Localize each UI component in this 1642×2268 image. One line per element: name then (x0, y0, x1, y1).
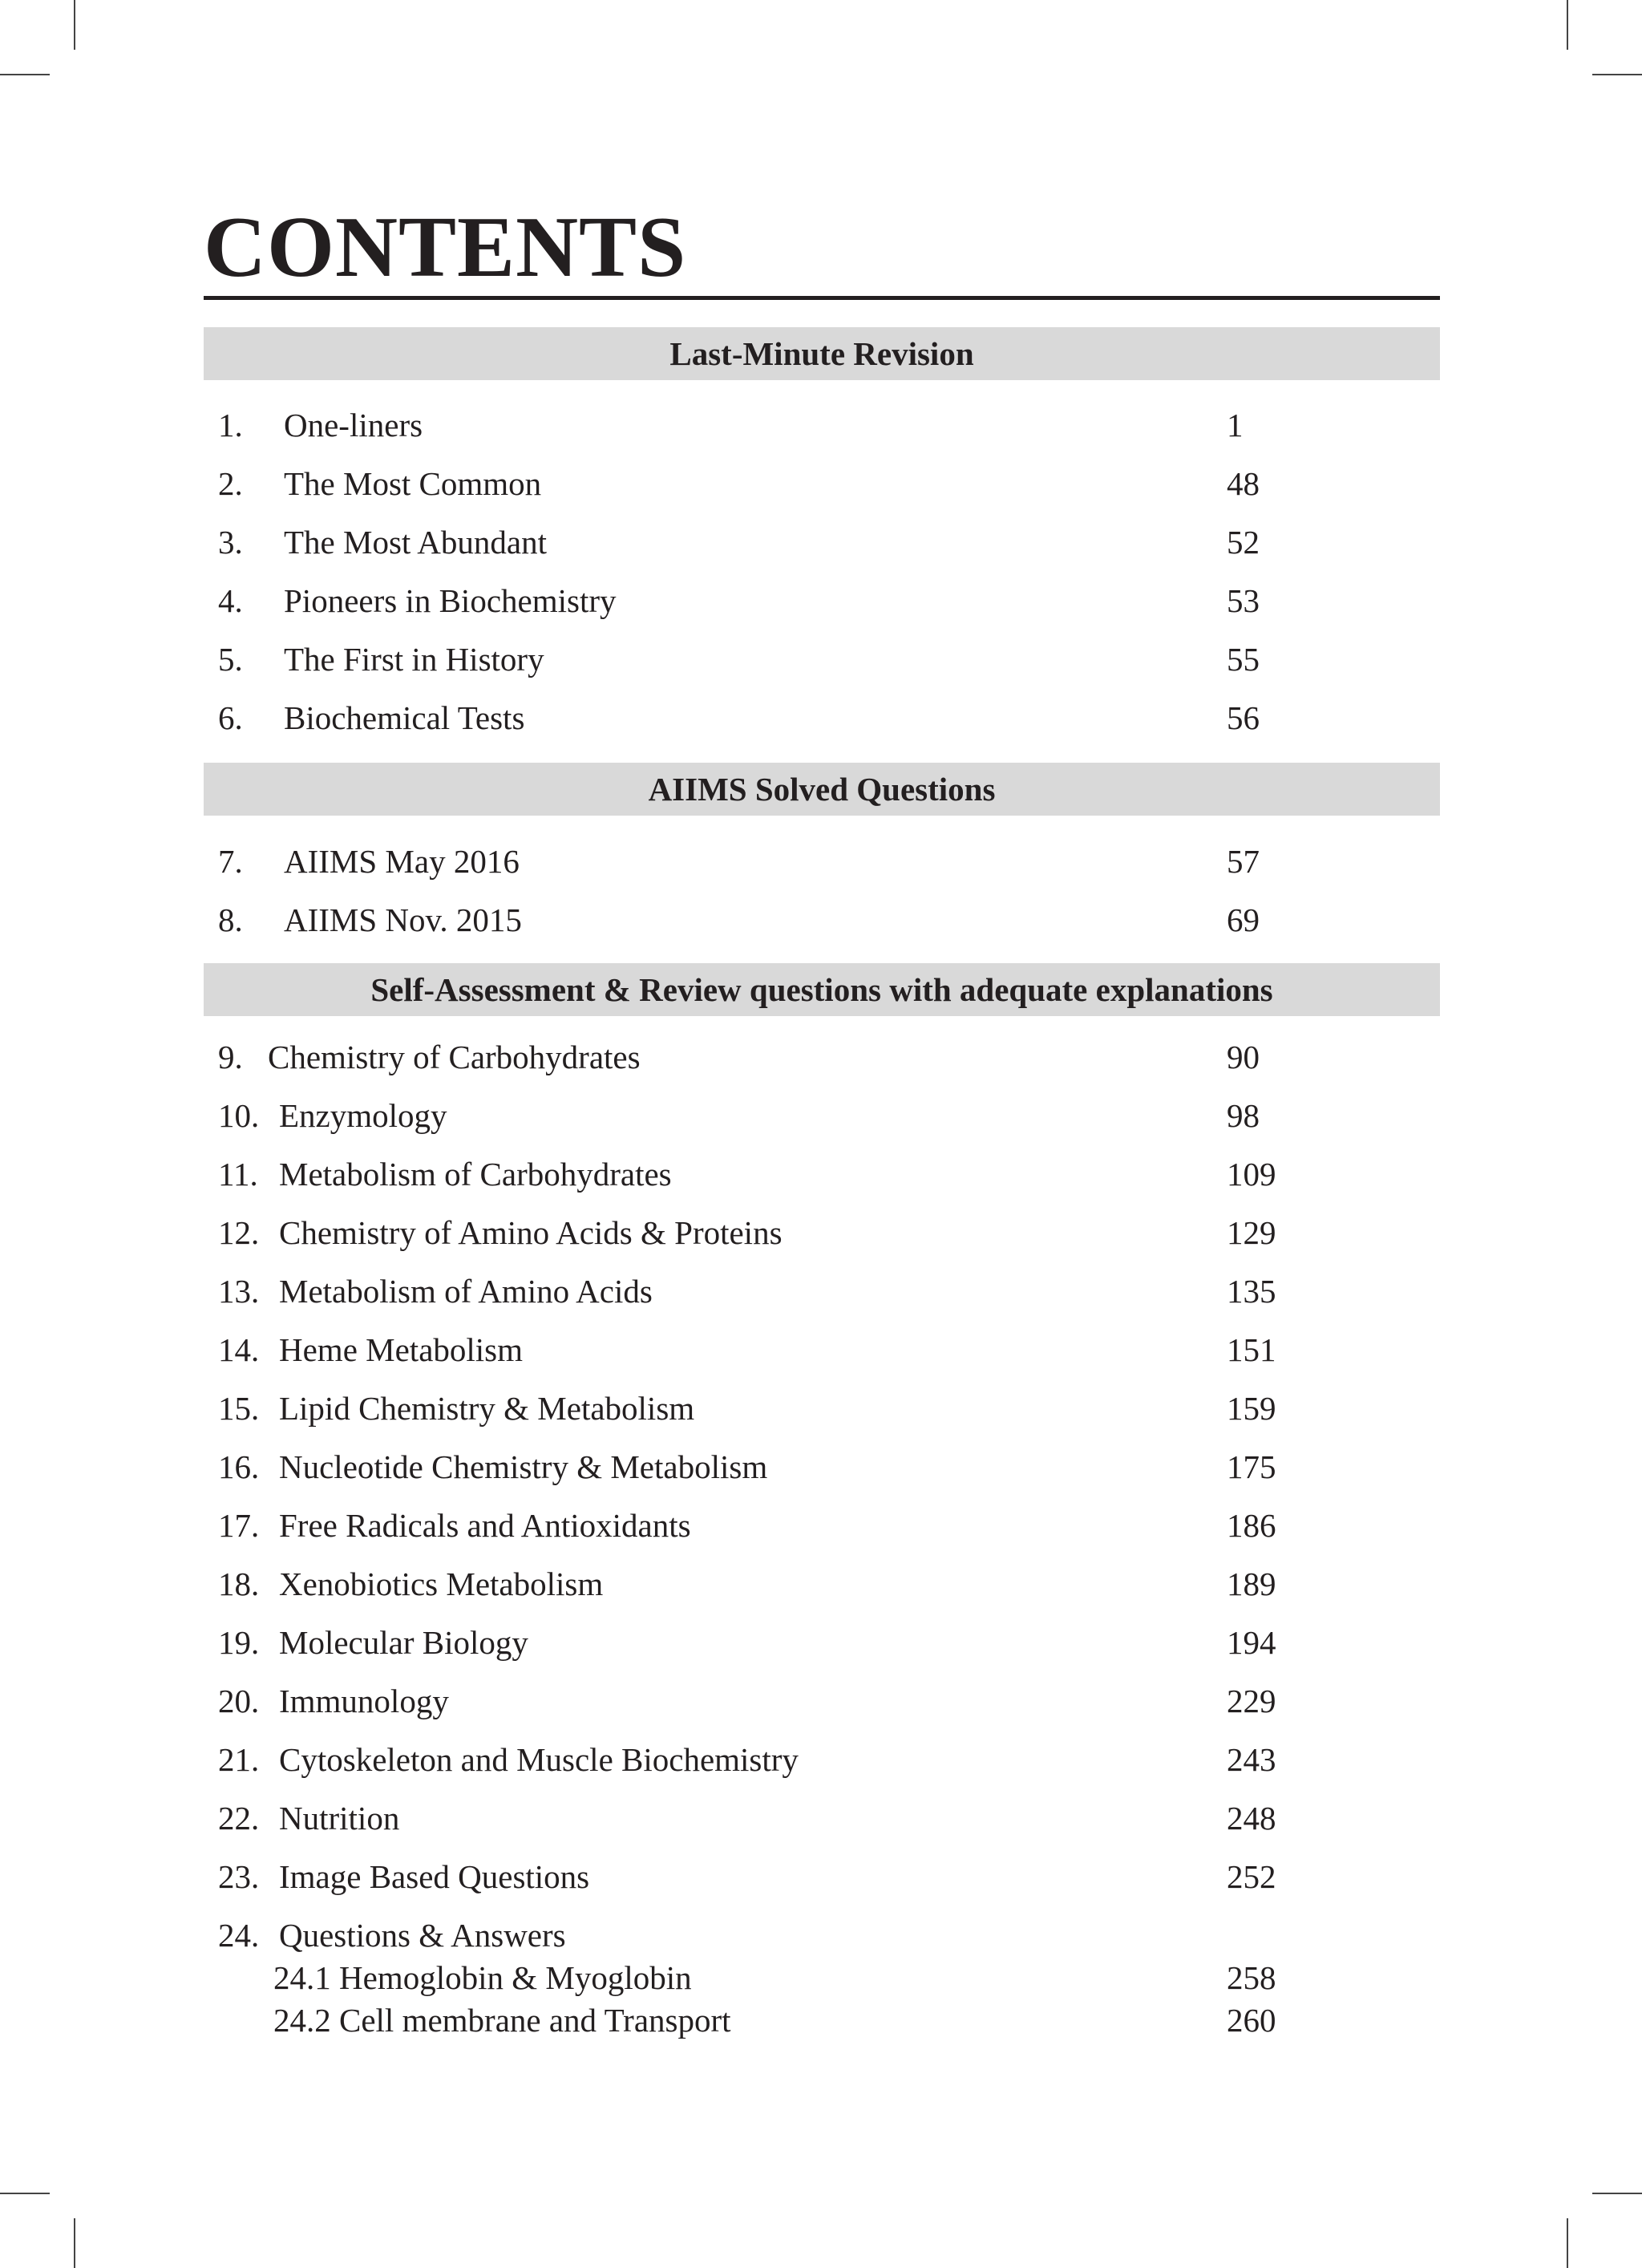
entry-page: 175 (1227, 1448, 1276, 1485)
toc-entry[interactable] (0, 635, 1642, 683)
entry-title: Biochemical Tests (284, 699, 525, 736)
entry-title: Nutrition (279, 1800, 400, 1837)
toc-entry[interactable] (0, 1618, 1642, 1667)
entry-title: Enzymology (279, 1097, 447, 1134)
toc-entry[interactable] (0, 694, 1642, 742)
toc-entry[interactable] (0, 1735, 1642, 1784)
toc-entry[interactable] (0, 577, 1642, 625)
entry-page: 98 (1227, 1097, 1260, 1134)
entry-page: 69 (1227, 901, 1260, 938)
entry-title: The Most Common (284, 465, 542, 502)
entry-page: 135 (1227, 1273, 1276, 1310)
section-header-last-minute-revision (204, 327, 1440, 380)
entry-page: 55 (1227, 641, 1260, 678)
toc-entry[interactable] (0, 1911, 1642, 1959)
crop-mark (1592, 2193, 1642, 2194)
section-header-self-assessment-review (204, 963, 1440, 1016)
crop-mark (74, 0, 75, 50)
entry-title: 24.1 Hemoglobin & Myoglobin (273, 1959, 692, 1996)
entry-page: 194 (1227, 1624, 1276, 1661)
entry-number: 24. (218, 1917, 260, 1954)
page-title: CONTENTS (204, 200, 687, 295)
entry-page: 129 (1227, 1214, 1276, 1251)
entry-number: 20. (218, 1683, 260, 1719)
entry-page: 90 (1227, 1039, 1260, 1075)
crop-mark (1567, 2218, 1568, 2268)
crop-mark (0, 2193, 50, 2194)
entry-number: 2. (218, 465, 243, 502)
crop-mark (1567, 0, 1568, 50)
entry-title: Chemistry of Carbohydrates (268, 1039, 641, 1075)
entry-page: 252 (1227, 1858, 1276, 1895)
entry-number: 17. (218, 1507, 260, 1544)
toc-entry[interactable] (0, 1150, 1642, 1198)
entry-page: 56 (1227, 699, 1260, 736)
entry-number: 3. (218, 524, 243, 561)
entry-title: Nucleotide Chemistry & Metabolism (279, 1448, 768, 1485)
entry-title: AIIMS May 2016 (284, 843, 520, 880)
entry-number: 22. (218, 1800, 260, 1837)
entry-page: 229 (1227, 1683, 1276, 1719)
toc-entry[interactable] (0, 1209, 1642, 1257)
entry-title: Chemistry of Amino Acids & Proteins (279, 1214, 783, 1251)
entry-page: 52 (1227, 524, 1260, 561)
toc-entry[interactable] (0, 1326, 1642, 1374)
entry-number: 15. (218, 1390, 260, 1427)
entry-title: Free Radicals and Antioxidants (279, 1507, 691, 1544)
entry-page: 243 (1227, 1741, 1276, 1778)
entry-page: 159 (1227, 1390, 1276, 1427)
entry-title: One-liners (284, 407, 423, 443)
entry-number: 12. (218, 1214, 260, 1251)
entry-title: Cytoskeleton and Muscle Biochemistry (279, 1741, 799, 1778)
entry-title: The Most Abundant (284, 524, 547, 561)
entry-title: Lipid Chemistry & Metabolism (279, 1390, 695, 1427)
entry-title: Molecular Biology (279, 1624, 528, 1661)
entry-number: 21. (218, 1741, 260, 1778)
entry-page: 48 (1227, 465, 1260, 502)
entry-number: 13. (218, 1273, 260, 1310)
entry-number: 9. (218, 1039, 243, 1075)
toc-entry[interactable] (0, 1560, 1642, 1608)
entry-page: 1 (1227, 407, 1244, 443)
title-divider (204, 296, 1440, 300)
section-header-aiims-solved-questions (204, 763, 1440, 816)
entry-page: 186 (1227, 1507, 1276, 1544)
entry-page: 151 (1227, 1331, 1276, 1368)
entry-title: 24.2 Cell membrane and Transport (273, 2002, 731, 2039)
toc-entry[interactable] (0, 1443, 1642, 1491)
section-title: Last-Minute Revision (669, 335, 974, 372)
toc-entry[interactable] (0, 1267, 1642, 1315)
toc-entry[interactable] (0, 837, 1642, 885)
entry-number: 6. (218, 699, 243, 736)
toc-entry[interactable] (0, 518, 1642, 566)
entry-page: 248 (1227, 1800, 1276, 1837)
entry-title: Immunology (279, 1683, 449, 1719)
toc-entry[interactable] (0, 896, 1642, 944)
entry-number: 7. (218, 843, 243, 880)
toc-subentry[interactable] (0, 1996, 1642, 2044)
entry-number: 16. (218, 1448, 260, 1485)
entry-title: Metabolism of Carbohydrates (279, 1156, 672, 1193)
toc-entry[interactable] (0, 401, 1642, 449)
toc-entry[interactable] (0, 1677, 1642, 1725)
entry-title: Image Based Questions (279, 1858, 590, 1895)
toc-entry[interactable] (0, 1853, 1642, 1901)
crop-mark (74, 2218, 75, 2268)
entry-number: 10. (218, 1097, 260, 1134)
entry-page: 260 (1227, 2002, 1276, 2039)
entry-number: 11. (218, 1156, 258, 1193)
section-title: Self-Assessment & Review questions with adequate explanations (370, 971, 1273, 1008)
entry-page: 258 (1227, 1959, 1276, 1996)
entry-page: 189 (1227, 1565, 1276, 1602)
entry-page: 53 (1227, 582, 1260, 619)
toc-entry[interactable] (0, 460, 1642, 508)
entry-number: 5. (218, 641, 243, 678)
entry-page: 57 (1227, 843, 1260, 880)
entry-number: 8. (218, 901, 243, 938)
entry-title: AIIMS Nov. 2015 (284, 901, 522, 938)
entry-number: 18. (218, 1565, 260, 1602)
entry-title: Metabolism of Amino Acids (279, 1273, 653, 1310)
toc-entry[interactable] (0, 1501, 1642, 1549)
entry-number: 1. (218, 407, 243, 443)
toc-entry[interactable] (0, 1033, 1642, 1081)
toc-entry[interactable] (0, 1091, 1642, 1140)
toc-subentry[interactable] (0, 1954, 1642, 2002)
entry-number: 23. (218, 1858, 260, 1895)
crop-mark (0, 74, 50, 75)
entry-title: Questions & Answers (279, 1917, 566, 1954)
section-title: AIIMS Solved Questions (648, 771, 996, 808)
entry-title: Xenobiotics Metabolism (279, 1565, 604, 1602)
toc-entry[interactable] (0, 1794, 1642, 1842)
crop-mark (1592, 74, 1642, 75)
toc-entry[interactable] (0, 1384, 1642, 1432)
entry-page: 109 (1227, 1156, 1276, 1193)
entry-title: The First in History (284, 641, 544, 678)
entry-number: 4. (218, 582, 243, 619)
entry-title: Heme Metabolism (279, 1331, 524, 1368)
entry-title: Pioneers in Biochemistry (284, 582, 617, 619)
entry-number: 14. (218, 1331, 260, 1368)
entry-number: 19. (218, 1624, 260, 1661)
